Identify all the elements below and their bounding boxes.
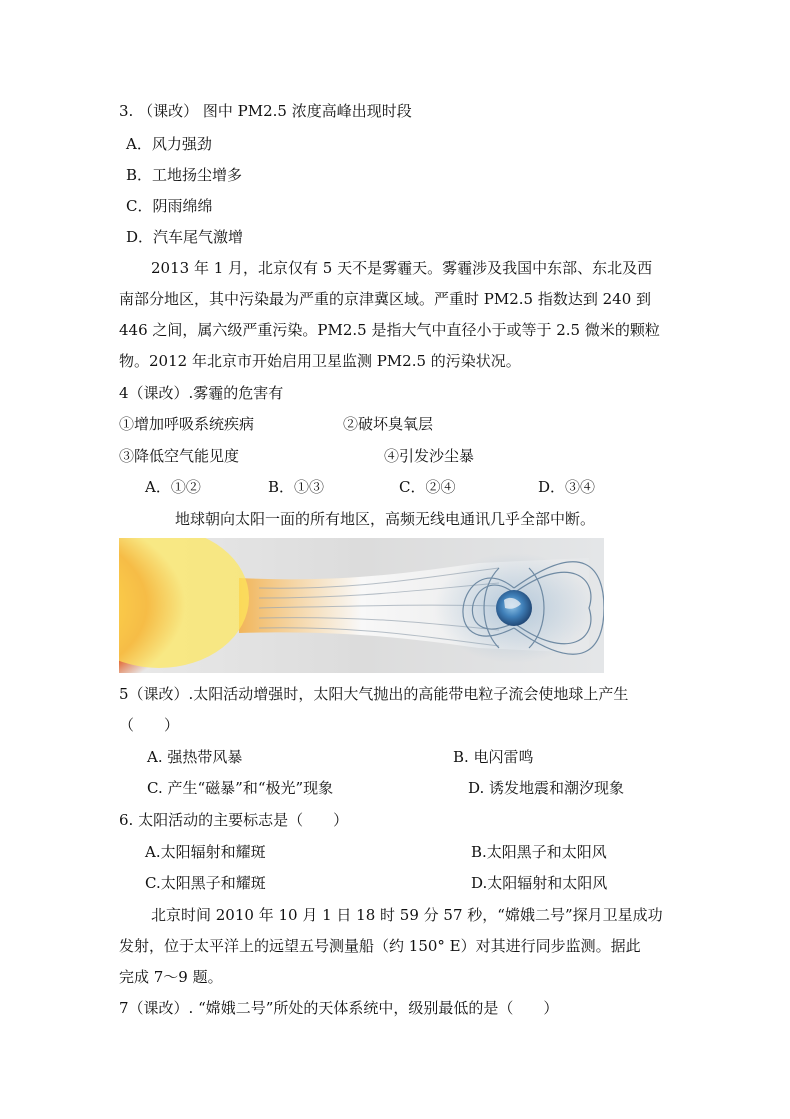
q5-stem-line-1: 5（课改）.太阳活动增强时，太阳大气抛出的高能带电粒子流会使地球上产生 [119, 685, 629, 703]
q3-stem: 3. （课改） 图中 PM2.5 浓度高峰出现时段 [119, 102, 412, 120]
passage3-line-3: 完成 7～9 题。 [119, 968, 223, 986]
passage2-text: 地球朝向太阳一面的所有地区，高频无线电通讯几乎全部中断。 [175, 510, 596, 528]
q4-item-2: ②破坏臭氧层 [343, 415, 434, 433]
q4-option-c: C．②④ [399, 478, 456, 496]
q3-option-a: A．风力强劲 [126, 135, 212, 153]
q4-stem: 4（课改）.雾霾的危害有 [119, 384, 284, 402]
q6-option-c: C.太阳黑子和耀斑 [145, 874, 266, 892]
passage1-line-3: 446 之间，属六级严重污染。PM2.5 是指大气中直径小于或等于 2.5 微米的颗粒 [119, 321, 660, 339]
passage3-line-1: 北京时间 2010 年 10 月 1 日 18 时 59 分 57 秒，“嫦娥二号”探月卫星成功 [151, 906, 663, 924]
q4-item-3: ③降低空气能见度 [119, 447, 240, 465]
q5-stem-line-2: （ ） [119, 716, 180, 734]
q6-option-d: D.太阳辐射和太阳风 [471, 874, 608, 892]
q3-option-c: C．阴雨绵绵 [126, 197, 213, 215]
q4-item-4: ④引发沙尘暴 [384, 447, 475, 465]
q4-item-1: ①增加呼吸系统疾病 [119, 415, 255, 433]
passage1-line-2: 南部分地区，其中污染最为严重的京津冀区域。严重时 PM2.5 指数达到 240 到 [119, 290, 652, 308]
q3-option-d: D．汽车尾气激增 [126, 228, 244, 246]
passage1-line-1: 2013 年 1 月，北京仅有 5 天不是雾霾天。雾霾涉及我国中东部、东北及西 [151, 259, 653, 277]
q4-option-a: A．①② [145, 478, 201, 496]
q5-option-c: C. 产生“磁暴”和“极光”现象 [147, 779, 334, 797]
q6-option-b: B.太阳黑子和太阳风 [471, 843, 607, 861]
q4-option-d: D．③④ [538, 478, 596, 496]
q5-option-d: D. 诱发地震和潮汐现象 [468, 779, 625, 797]
passage3-line-2: 发射，位于太平洋上的远望五号测量船（约 150° E）对其进行同步监测。据此 [119, 937, 641, 955]
sun-earth-magnetosphere-illustration [119, 538, 604, 673]
q5-option-a: A. 强热带风暴 [147, 748, 243, 766]
q5-option-b: B. 电闪雷鸣 [453, 748, 534, 766]
q6-stem: 6. 太阳活动的主要标志是（ ） [119, 811, 349, 829]
q7-stem: 7（课改）. “嫦娥二号”所处的天体系统中，级别最低的是（ ） [119, 999, 559, 1017]
q3-option-b: B．工地扬尘增多 [126, 166, 243, 184]
figure-svg [119, 538, 604, 673]
q4-option-b: B．①③ [268, 478, 325, 496]
q6-option-a: A.太阳辐射和耀斑 [145, 843, 266, 861]
passage1-line-4: 物。2012 年北京市开始启用卫星监测 PM2.5 的污染状况。 [119, 352, 521, 370]
